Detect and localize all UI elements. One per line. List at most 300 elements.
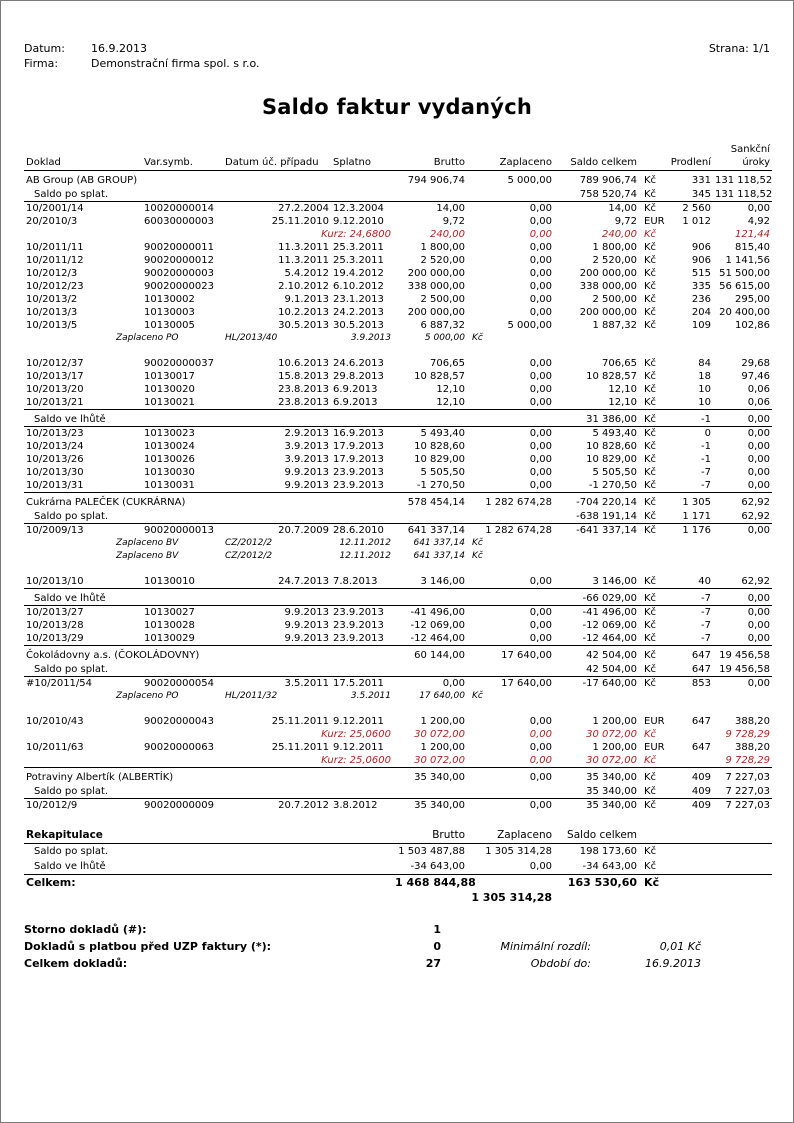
col-splatno: 24.6.2013 [333,358,384,369]
group-name: Cukrárna PALEČEK (CUKRÁRNA) [24,493,393,509]
table-row-detail [24,306,772,319]
report-info-block [24,41,770,71]
col-prodleni: 1 305 [667,493,713,509]
col-zaplaceno: 17 640,00 [501,678,552,689]
col-saldo: 240,00 [602,229,637,240]
group-name: AB Group (AB GROUP) [24,171,393,187]
col-mena: Kč [644,755,657,766]
group-name: Potraviny Albertík (ALBERTÍK) [24,768,393,784]
celkem-brutto: 1 468 844,88 [395,876,476,889]
report-footer [24,921,770,972]
col-brutto: 578 454,14 [393,493,467,509]
obdobi-do-label: Období do: [530,957,591,970]
table-row-detail [24,619,772,632]
col-splatno: 3.8.2012 [333,800,378,811]
report-title: Saldo faktur vydaných [261,95,532,119]
col-prodleni: 1 176 [682,525,712,536]
col-zaplaceno: 0,00 [529,268,552,279]
col-brutto: 60 144,00 [393,646,467,662]
rekap-row-zaplaceno: 1 305 314,28 [485,846,553,857]
col-doklad: 10/2011/12 [26,255,84,266]
info-row-datum [24,41,770,56]
col-splatno: 19.4.2012 [333,268,384,279]
col-splatno: 9.12.2011 [333,716,384,727]
col-datum: 9.1.2013 [284,294,329,305]
note-castka: 641 337,14 [413,551,465,561]
col-doklad: 10/2013/24 [26,441,84,452]
col-varsymb: 10130003 [144,307,195,318]
table-row-detail [24,293,772,306]
col-uroky: 0,00 [747,454,771,465]
col-prodleni: -1 [701,454,712,465]
col-prodleni: 409 [667,768,713,784]
col-prodleni: -7 [701,480,712,491]
col-prodleni: 853 [691,678,712,689]
rekap-header-brutto: Brutto [393,828,467,844]
col-zaplaceno: 0,00 [529,480,552,491]
col-prodleni: 40 [698,576,712,587]
footer-row-uzp [24,938,770,955]
col-doklad: 10/2013/28 [26,620,84,631]
rekap-row-saldo: -34 643,00 [554,859,639,875]
col-brutto: 5 505,50 [420,467,465,478]
celkem-empty [667,875,772,891]
header-datum: Datum úč. případu [223,143,331,171]
col-prodleni: 647 [667,646,713,662]
col-saldo: 35 340,00 [554,784,639,799]
col-datum: 3.9.2013 [284,454,329,465]
col-prodleni: 409 [667,784,713,799]
col-prodleni: 335 [691,281,712,292]
note-datum: 12.11.2012 [339,538,391,548]
col-splatno: 6.9.2013 [333,397,378,408]
empty-cell [667,728,713,741]
col-splatno: 7.8.2013 [333,576,378,587]
note-mena: Kč [472,551,483,561]
col-saldo: -641 337,14 [576,525,637,536]
table-row-note [24,550,772,563]
table-row-detail [24,396,772,410]
col-varsymb: 10130030 [144,467,195,478]
table-row-detail [24,466,772,479]
row-label: Saldo po splat. [24,509,393,524]
header-zaplaceno: Zaplaceno [467,143,554,171]
col-prodleni: 18 [698,371,712,382]
table-row-spacer [24,703,772,715]
col-zaplaceno: 0,00 [529,203,552,214]
rekap-row-label: Saldo ve lhůtě [24,859,393,875]
table-row-detail [24,575,772,589]
table-row-detail [24,254,772,267]
row-label: Saldo ve lhůtě [24,589,393,606]
empty-cell [667,754,713,768]
col-varsymb: 10130024 [144,441,195,452]
col-doklad: 10/2012/9 [26,800,78,811]
col-saldo: 1 800,00 [592,242,637,253]
col-uroky: 56 615,00 [719,281,771,292]
col-uroky: 62,92 [713,509,772,524]
header-brutto: Brutto [393,143,467,171]
col-mena: Kč [639,784,667,799]
col-prodleni: 10 [698,397,712,408]
col-uroky: 0,06 [747,397,771,408]
note-label: Zaplaceno BV [116,538,179,548]
col-uroky: 19 456,58 [713,662,772,677]
col-varsymb: 90020000063 [144,742,214,753]
col-saldo: 200 000,00 [579,307,637,318]
col-uroky: 1 141,56 [725,255,771,266]
col-brutto: -1 270,50 [416,480,465,491]
col-varsymb: 10130028 [144,620,195,631]
col-zaplaceno: 0,00 [529,800,552,811]
col-datum: 24.7.2013 [278,576,329,587]
col-uroky: 0,00 [747,620,771,631]
col-mena: Kč [639,589,667,606]
col-mena: Kč [639,171,667,187]
col-zaplaceno: 0,00 [529,242,552,253]
table-row-group [24,646,772,662]
table-row-detail [24,799,772,813]
table-row-group [24,768,772,784]
col-prodleni: 204 [691,307,712,318]
storno-note-value [591,921,701,938]
col-mena: Kč [639,768,667,784]
note-castka: 17 640,00 [419,691,465,701]
col-uroky: 0,00 [713,589,772,606]
col-datum: 9.9.2013 [284,607,329,618]
col-doklad: 10/2013/29 [26,633,84,644]
col-doklad: 10/2013/23 [26,428,84,439]
col-doklad: 10/2013/20 [26,384,84,395]
col-mena: Kč [639,410,667,427]
col-doklad: 10/2012/23 [26,281,84,292]
table-row-note [24,690,772,703]
empty-cell [393,509,554,524]
col-saldo: 14,00 [608,203,637,214]
col-mena: Kč [644,371,657,382]
minimalni-rozdil-value: 0,01 Kč [659,940,701,953]
col-prodleni: 109 [691,320,712,331]
col-splatno: 6.10.2012 [333,281,384,292]
col-mena: Kč [639,509,667,524]
col-prodleni: -7 [701,620,712,631]
col-mena: Kč [644,203,657,214]
header-sankcni-line2: úroky [742,157,771,168]
col-varsymb: 10130017 [144,371,195,382]
col-datum: 30.5.2013 [278,320,329,331]
col-brutto: 12,10 [436,397,465,408]
note-datum: 12.11.2012 [339,551,391,561]
header-splatno: Splatno [331,143,393,171]
celkem-mena: Kč [644,876,660,889]
kurz-label: Kurz: 25,0600 [321,729,391,740]
table-row-detail [24,267,772,280]
table-row-subtotal [24,509,772,524]
col-brutto: 3 146,00 [420,576,465,587]
col-mena: Kč [644,480,657,491]
celkem-zaplaceno: 1 305 314,28 [471,891,553,904]
col-brutto: 6 887,32 [420,320,465,331]
col-prodleni: 515 [691,268,712,279]
col-splatno: 17.9.2013 [333,441,384,452]
col-zaplaceno: 0,00 [529,755,552,766]
col-uroky: 7 227,03 [713,784,772,799]
rekap-celkem-zaplaceno-row [24,890,772,905]
col-datum: 9.9.2013 [284,620,329,631]
footer-row-storno [24,921,770,938]
col-varsymb: 90020000043 [144,716,214,727]
col-varsymb: 10130021 [144,397,195,408]
col-uroky: 20 400,00 [719,307,771,318]
spacer-cell [24,563,772,575]
col-mena: Kč [639,646,667,662]
col-uroky: 0,00 [747,678,771,689]
col-uroky: 131 118,52 [713,187,772,202]
col-saldo: 338 000,00 [579,281,637,292]
col-doklad: 10/2013/27 [26,607,84,618]
info-row-firma [24,56,770,71]
col-prodleni: 906 [691,242,712,253]
col-mena: Kč [644,384,657,395]
col-doklad: 20/2010/3 [26,216,78,227]
col-doklad: 10/2013/17 [26,371,84,382]
col-zaplaceno: 0,00 [529,620,552,631]
col-varsymb: 10130026 [144,454,195,465]
col-splatno: 23.9.2013 [333,480,384,491]
col-uroky: 62,92 [713,493,772,509]
col-uroky: 121,44 [735,229,771,240]
col-datum: 9.9.2013 [284,480,329,491]
col-saldo: 35 340,00 [586,800,637,811]
col-uroky: 388,20 [735,716,771,727]
firma-value: Demonstrační firma spol. s r.o. [91,57,260,70]
col-varsymb: 10020000014 [144,203,214,214]
obdobi-do-value: 16.9.2013 [645,957,701,970]
col-zaplaceno: 0,00 [529,607,552,618]
col-zaplaceno: 0,00 [529,294,552,305]
col-zaplaceno: 0,00 [529,441,552,452]
table-row-detail [24,741,772,754]
col-uroky: 7 227,03 [725,800,771,811]
rekap-row-label: Saldo po splat. [34,846,109,857]
table-row-detail [24,606,772,620]
col-zaplaceno: 0,00 [529,428,552,439]
col-zaplaceno: 0,00 [529,229,552,240]
kurz-label: Kurz: 25,0600 [321,755,391,766]
footer-row-celkem-dokladu [24,955,770,972]
col-splatno: 23.9.2013 [333,607,384,618]
col-datum: 20.7.2012 [278,800,329,811]
table-row-detail [24,241,772,254]
table-row-detail [24,280,772,293]
col-brutto: 200 000,00 [407,307,465,318]
col-varsymb: 90020000009 [144,800,214,811]
table-row-note [24,537,772,550]
col-doklad: 10/2013/10 [26,576,84,587]
col-brutto: 200 000,00 [407,268,465,279]
table-row-detail [24,383,772,396]
note-doc: HL/2011/32 [225,691,278,701]
col-brutto: 706,65 [430,358,465,369]
col-saldo: 706,65 [602,358,637,369]
col-splatno: 23.1.2013 [333,294,384,305]
col-brutto: 338 000,00 [407,281,465,292]
col-doklad: 10/2013/21 [26,397,84,408]
col-uroky: 51 500,00 [719,268,771,279]
rekap-title: Rekapitulace [24,828,393,844]
celkem-sub-empty [554,890,772,905]
col-mena: Kč [644,281,657,292]
col-varsymb: 90020000012 [144,255,214,266]
rekap-header-empty [639,828,772,844]
col-brutto: 10 828,57 [414,371,465,382]
empty-cell [24,754,223,768]
col-varsymb: 10130029 [144,633,195,644]
header-sankcni-line1: Sankční [730,144,771,155]
col-splatno: 23.9.2013 [333,620,384,631]
col-splatno: 12.3.2004 [333,203,384,214]
col-saldo: 1 200,00 [592,742,637,753]
note-doc: CZ/2012/2 [225,551,273,561]
col-splatno: 17.9.2013 [333,454,384,465]
col-prodleni: 647 [667,662,713,677]
rekap-row-brutto: 1 503 487,88 [398,846,466,857]
empty-cell [24,228,223,241]
col-varsymb: 10130031 [144,480,195,491]
col-varsymb: 60030000003 [144,216,214,227]
col-uroky: 62,92 [741,576,771,587]
col-mena: Kč [644,467,657,478]
col-prodleni: 906 [691,255,712,266]
col-uroky: 0,00 [747,633,771,644]
col-uroky: 9 728,29 [725,755,771,766]
col-uroky: 0,00 [747,607,771,618]
uzp-value: 0 [433,940,441,953]
col-doklad: 10/2013/30 [26,467,84,478]
rekapitulace-table [24,828,772,905]
header-doklad: Doklad [24,143,142,171]
col-splatno: 30.5.2013 [333,320,384,331]
col-brutto: 641 337,14 [407,525,465,536]
col-prodleni: 409 [691,800,712,811]
col-datum: 27.2.2004 [278,203,329,214]
rekap-row-ve-lhute [24,859,772,875]
col-doklad: #10/2011/54 [26,678,93,689]
table-row-kurz [24,754,772,768]
col-mena: Kč [644,229,657,240]
col-prodleni: 2 560 [682,203,712,214]
celkem-sub-empty [393,890,467,905]
col-uroky: 97,46 [741,371,771,382]
col-brutto: 2 520,00 [420,255,465,266]
col-saldo: 12,10 [608,397,637,408]
rekap-row-saldo: 198 173,60 [579,846,638,857]
col-datum: 23.8.2013 [278,384,329,395]
col-doklad: 10/2012/3 [26,268,78,279]
col-prodleni: 84 [698,358,712,369]
col-varsymb: 10130002 [144,294,195,305]
note-mena: Kč [472,538,483,548]
col-doklad: 10/2001/14 [26,203,84,214]
col-uroky: 815,40 [735,242,771,253]
col-uroky: 7 227,03 [713,768,772,784]
col-uroky: 0,00 [713,410,772,427]
col-saldo: 42 504,00 [554,646,639,662]
col-brutto: 10 828,60 [414,441,465,452]
row-label: Saldo ve lhůtě [24,410,393,427]
col-doklad: 10/2011/63 [26,742,84,753]
col-saldo: 12,10 [608,384,637,395]
col-datum: 25.11.2011 [271,742,329,753]
col-datum: 11.3.2011 [278,255,329,266]
empty-cell [393,784,554,799]
col-mena: Kč [644,242,657,253]
col-brutto: 794 906,74 [393,171,467,187]
col-brutto: 2 500,00 [420,294,465,305]
note-castka: 5 000,00 [424,333,465,343]
header-sankcni-uroky [713,143,772,171]
col-uroky: 0,00 [747,203,771,214]
note-mena: Kč [472,333,483,343]
table-row-detail [24,677,772,691]
col-datum: 10.6.2013 [278,358,329,369]
col-datum: 10.2.2013 [278,307,329,318]
table-row-subtotal [24,662,772,677]
col-saldo: 789 906,74 [554,171,639,187]
empty-cell [393,187,554,202]
empty-cell [667,228,713,241]
col-doklad: 10/2013/2 [26,294,78,305]
table-row-subtotal [24,784,772,799]
col-zaplaceno: 0,00 [529,371,552,382]
datum-value: 16.9.2013 [91,42,147,55]
col-prodleni: 10 [698,384,712,395]
col-saldo: 2 500,00 [592,294,637,305]
rekap-row-mena: Kč [639,859,667,875]
col-brutto: 30 072,00 [414,755,465,766]
rekap-row-brutto: -34 643,00 [393,859,467,875]
note-doc: HL/2013/40 [225,333,278,343]
col-datum: 23.8.2013 [278,397,329,408]
col-mena: EUR [644,716,665,727]
col-uroky: 295,00 [735,294,771,305]
table-row-detail [24,524,772,538]
table-row-subtotal [24,187,772,202]
table-row-spacer [24,345,772,357]
col-brutto: 1 800,00 [420,242,465,253]
table-row-detail [24,632,772,646]
col-uroky: 0,00 [747,441,771,452]
col-saldo: 10 828,57 [586,371,637,382]
header-prodleni: Prodlení [639,143,713,171]
empty-cell [393,662,554,677]
col-brutto: 5 493,40 [420,428,465,439]
col-mena: Kč [644,607,657,618]
col-datum: 25.11.2011 [271,716,329,727]
col-mena: Kč [644,800,657,811]
col-saldo: -17 640,00 [582,678,637,689]
col-splatno: 9.12.2010 [333,216,384,227]
col-saldo: 35 340,00 [554,768,639,784]
col-splatno: 29.8.2013 [333,371,384,382]
col-brutto: 1 200,00 [420,742,465,753]
header-varsymb: Var.symb. [142,143,223,171]
rekap-row-empty [667,859,772,875]
note-label: Zaplaceno BV [116,551,179,561]
col-brutto: 35 340,00 [414,800,465,811]
table-row-detail [24,370,772,383]
note-label: Zaplaceno PO [116,333,179,343]
